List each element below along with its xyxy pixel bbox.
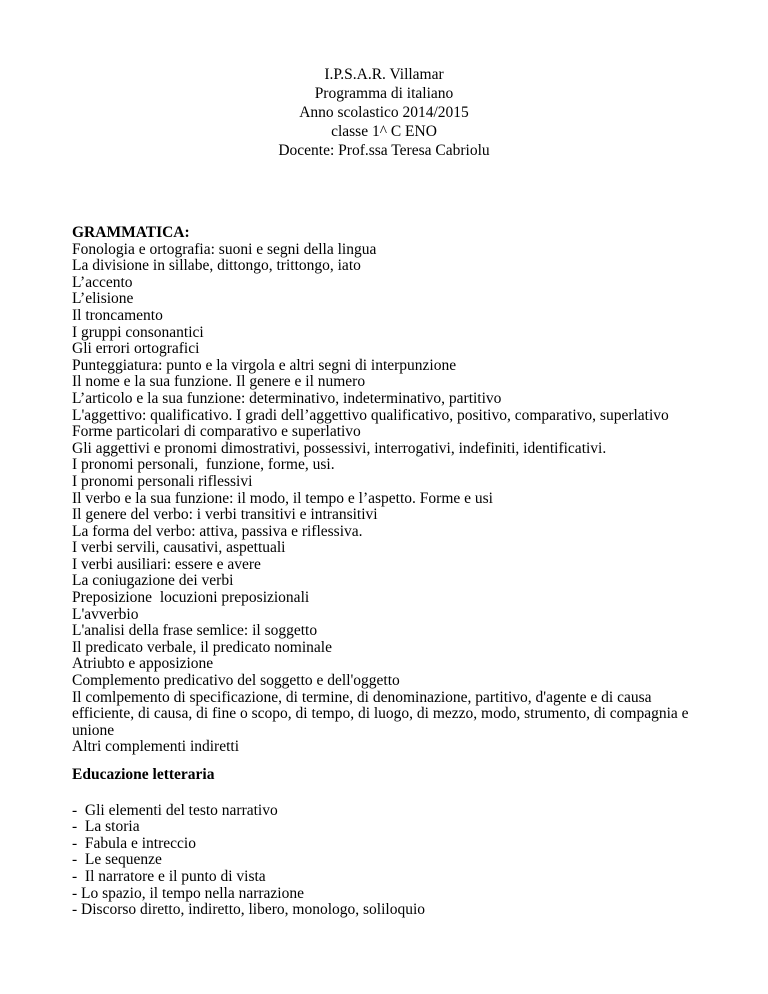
literature-item: - Gli elementi del testo narrativo	[72, 801, 278, 819]
literature-item: - Fabula e intreccio	[72, 834, 196, 852]
grammar-item: Fonologia e ortografia: suoni e segni della lingua	[72, 240, 377, 258]
grammar-item: L'analisi della frase semlice: il soggetto	[72, 622, 318, 640]
grammar-item: I pronomi personali, funzione, forme, usi.	[72, 456, 335, 474]
literature-section	[72, 767, 712, 919]
grammar-item: I verbi ausiliari: essere e avere	[72, 555, 261, 573]
literature-item: - Le sequenze	[72, 851, 162, 869]
grammar-item: L'avverbio	[72, 605, 139, 623]
grammar-section	[72, 225, 712, 756]
school-name: I.P.S.A.R. Villamar	[324, 66, 444, 83]
grammar-item: L’articolo e la sua funzione: determinativo, indeterminativo, partitivo	[72, 389, 502, 407]
grammar-item: L’elisione	[72, 290, 134, 308]
grammar-item: I gruppi consonantici	[72, 323, 204, 341]
grammar-item: La divisione in sillabe, dittongo, trittongo, iato	[72, 257, 361, 275]
grammar-item: Atriubto e apposizione	[72, 655, 214, 673]
document-header	[0, 65, 768, 160]
program-title: Programma di italiano	[314, 85, 454, 102]
grammar-item: Punteggiatura: punto e la virgola e altri segni di interpunzione	[72, 356, 457, 374]
grammar-item: Complemento predicativo del soggetto e dell'oggetto	[72, 672, 400, 690]
grammar-item: Altri complementi indiretti	[72, 738, 240, 756]
grammar-item: Il verbo e la sua funzione: il modo, il tempo e l’aspetto. Forme e usi	[72, 489, 493, 507]
grammar-item: Il comlpemento di specificazione, di termine, di denominazione, partitivo, d'agente e di causa efficiente, di causa, di fine o scopo, di tempo, di luogo, di mezzo, modo, strumento, di compagnia e unione	[72, 688, 689, 739]
class-name: classe 1^ C ENO	[331, 123, 437, 140]
school-year: Anno scolastico 2014/2015	[299, 104, 469, 121]
literature-item: - Il narratore e il punto di vista	[72, 867, 266, 885]
grammar-item: Gli errori ortografici	[72, 340, 200, 358]
grammar-item: Il predicato verbale, il predicato nominale	[72, 638, 332, 656]
grammar-item: La coniugazione dei verbi	[72, 572, 234, 590]
grammar-item: I pronomi personali riflessivi	[72, 472, 253, 490]
grammar-item: Preposizione locuzioni preposizionali	[72, 589, 310, 607]
literature-item: - La storia	[72, 818, 140, 836]
grammar-item: L'aggettivo: qualificativo. I gradi dell’aggettivo qualificativo, positivo, comparativo, superlativo	[72, 406, 669, 424]
grammar-heading: GRAMMATICA:	[72, 224, 190, 241]
grammar-item: Gli aggettivi e pronomi dimostrativi, possessivi, interrogativi, indefiniti, identificativi.	[72, 439, 607, 457]
grammar-item: Il genere del verbo: i verbi transitivi e intransitivi	[72, 506, 378, 524]
literature-heading: Educazione letteraria	[72, 766, 215, 783]
literature-item: - Discorso diretto, indiretto, libero, monologo, soliloquio	[72, 901, 426, 919]
literature-item: - Lo spazio, il tempo nella narrazione	[72, 884, 304, 902]
grammar-item: La forma del verbo: attiva, passiva e riflessiva.	[72, 522, 363, 540]
grammar-item: Il nome e la sua funzione. Il genere e il numero	[72, 373, 366, 391]
teacher-name: Docente: Prof.ssa Teresa Cabriolu	[278, 142, 490, 159]
grammar-item: I verbi servili, causativi, aspettuali	[72, 539, 286, 557]
grammar-item: L’accento	[72, 273, 133, 291]
grammar-item: Forme particolari di comparativo e superlativo	[72, 423, 361, 441]
grammar-item: Il troncamento	[72, 306, 163, 324]
